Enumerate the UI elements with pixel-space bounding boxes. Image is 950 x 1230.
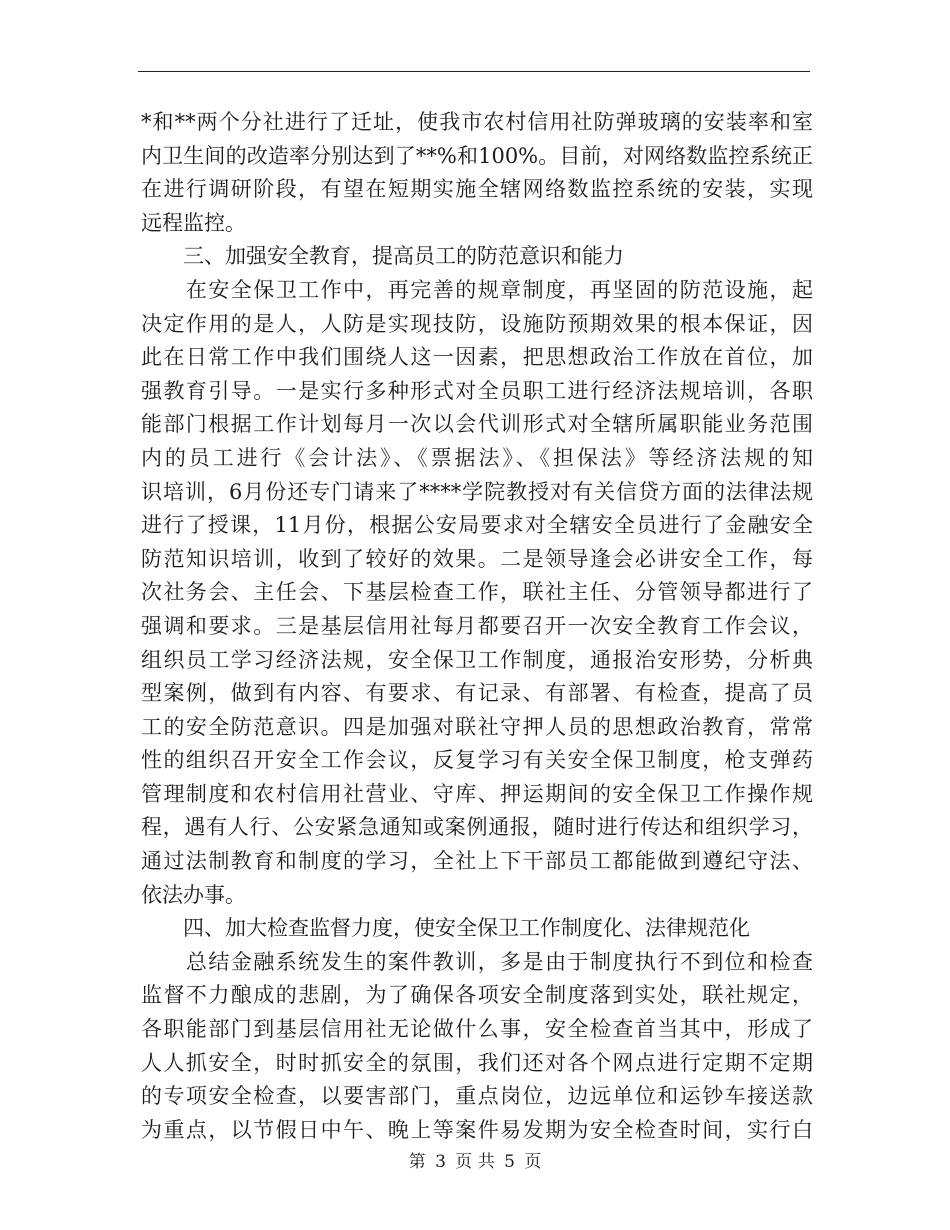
text-line: 内卫生间的改造率分别达到了**%和100%。目前，对网络数监控系统正 (141, 143, 813, 168)
footer-page-number: 3 (435, 1152, 446, 1172)
text-line: 内的员工进行《会计法》、《票据法》、《担保法》等经济法规的知 (141, 445, 813, 470)
text-line: 工的安全防范意识。四是加强对联社守押人员的思想政治教育，常常 (141, 714, 813, 739)
text-line: 次社务会、主任会、下基层检查工作，联社主任、分管领导都进行了 (141, 580, 813, 605)
text-line: 为重点，以节假日中午、晚上等案件易发期为安全检查时间，实行白 (141, 1117, 813, 1142)
text-line: 强教育引导。一是实行多种形式对全员职工进行经济法规培训，各职 (141, 378, 813, 403)
footer-prefix: 第 (408, 1152, 426, 1172)
text-line: 决定作用的是人，人防是实现技防，设施防预期效果的根本保证，因 (141, 311, 813, 336)
footer-suffix: 页 (524, 1152, 542, 1172)
text-line: 此在日常工作中我们围绕人这一因素，把思想政治工作放在首位，加 (141, 345, 813, 370)
text-line: 在进行调研阶段，有望在短期实施全辖网络数监控系统的安装，实现 (141, 177, 813, 202)
section-heading: 三、加强安全教育，提高员工的防范意识和能力 (141, 244, 624, 269)
text-line: 在安全保卫工作中，再完善的规章制度，再坚固的防范设施，起 (141, 277, 813, 302)
text-line: 性的组织召开安全工作会议，反复学习有关安全保卫制度，枪支弹药 (141, 748, 813, 773)
text-line: 强调和要求。三是基层信用社每月都要召开一次安全教育工作会议， (141, 613, 813, 638)
text-line: 程，遇有人行、公安紧急通知或案例通报，随时进行传达和组织学习， (141, 815, 813, 840)
text-line: 的专项安全检查，以要害部门，重点岗位，边远单位和运钞车接送款 (141, 1084, 813, 1109)
document-body (141, 106, 813, 1147)
page-footer (0, 1152, 950, 1172)
footer-middle: 页 共 (455, 1152, 495, 1172)
text-line: 进行了授课，11月份，根据公安局要求对全辖安全员进行了金融安全 (141, 513, 813, 538)
header-rule (138, 71, 810, 72)
text-line: 通过法制教育和制度的学习，全社上下干部员工都能做到遵纪守法、 (141, 849, 813, 874)
text-line: 监督不力酿成的悲剧，为了确保各项安全制度落到实处，联社规定， (141, 983, 813, 1008)
text-line: 人人抓安全，时时抓安全的氛围，我们还对各个网点进行定期不定期 (141, 1050, 813, 1075)
text-line: 防范知识培训，收到了较好的效果。二是领导逢会必讲安全工作，每 (141, 546, 813, 571)
text-line: 能部门根据工作计划每月一次以会代训形式对全辖所属职能业务范围 (141, 412, 813, 437)
text-line: 组织员工学习经济法规，安全保卫工作制度，通报治安形势，分析典 (141, 647, 813, 672)
text-line: 识培训，6月份还专门请来了****学院教授对有关信贷方面的法律法规 (141, 479, 813, 504)
text-line: 总结金融系统发生的案件教训，多是由于制度执行不到位和检查 (141, 949, 813, 974)
text-line: *和**两个分社进行了迁址，使我市农村信用社防弹玻璃的安装率和室 (141, 110, 813, 134)
section-heading: 四、加大检查监督力度，使安全保卫工作制度化、法律规范化 (141, 916, 750, 941)
text-line: 依法办事。 (141, 882, 246, 907)
text-line: 管理制度和农村信用社营业、守库、押运期间的安全保卫工作操作规 (141, 781, 813, 806)
footer-total-pages: 5 (504, 1152, 515, 1172)
text-line: 型案例，做到有内容、有要求、有记录、有部署、有检查，提高了员 (141, 681, 813, 706)
text-line: 远程监控。 (141, 210, 246, 235)
text-line: 各职能部门到基层信用社无论做什么事，安全检查首当其中，形成了 (141, 1017, 813, 1042)
